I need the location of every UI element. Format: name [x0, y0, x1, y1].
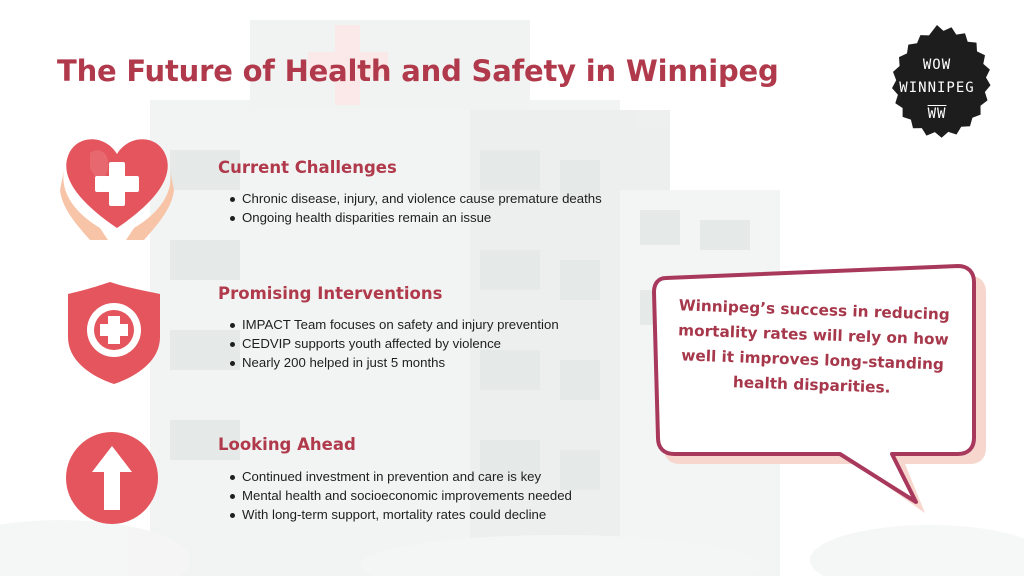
section-heading: Promising Interventions: [218, 284, 443, 303]
list-item: Nearly 200 helped in just 5 months: [230, 353, 559, 372]
quote-text: Winnipeg’s success in reducing mortality rates will rely on how well it improves long-standing health disparities.: [677, 296, 951, 397]
list-item: Mental health and socioeconomic improvements needed: [230, 486, 572, 505]
list-item: Continued investment in prevention and care is key: [230, 467, 572, 486]
page-title: The Future of Health and Safety in Winnipeg: [57, 54, 779, 88]
list-item: Chronic disease, injury, and violence cause premature deaths: [230, 189, 602, 208]
bullet-list: [230, 189, 602, 227]
bullet-list: [230, 467, 572, 524]
bullet-list: [230, 315, 559, 372]
list-item: Ongoing health disparities remain an issue: [230, 208, 602, 227]
section-heading: Current Challenges: [218, 158, 397, 177]
arrow-up-icon: [60, 430, 165, 530]
heart-hands-icon: [60, 128, 175, 243]
section-heading: Looking Ahead: [218, 435, 356, 454]
list-item: With long-term support, mortality rates could decline: [230, 505, 572, 524]
list-item: IMPACT Team focuses on safety and injury prevention: [230, 315, 559, 334]
badge-line-ww: $\overline{WW}$: [927, 106, 947, 122]
badge-line-wow: WOW: [922, 57, 952, 73]
shield-cross-icon: [60, 282, 175, 387]
wow-winnipeg-badge: [872, 22, 1002, 152]
badge-line-winnipeg: WINNIPEG: [899, 80, 975, 96]
list-item: CEDVIP supports youth affected by violence: [230, 334, 559, 353]
